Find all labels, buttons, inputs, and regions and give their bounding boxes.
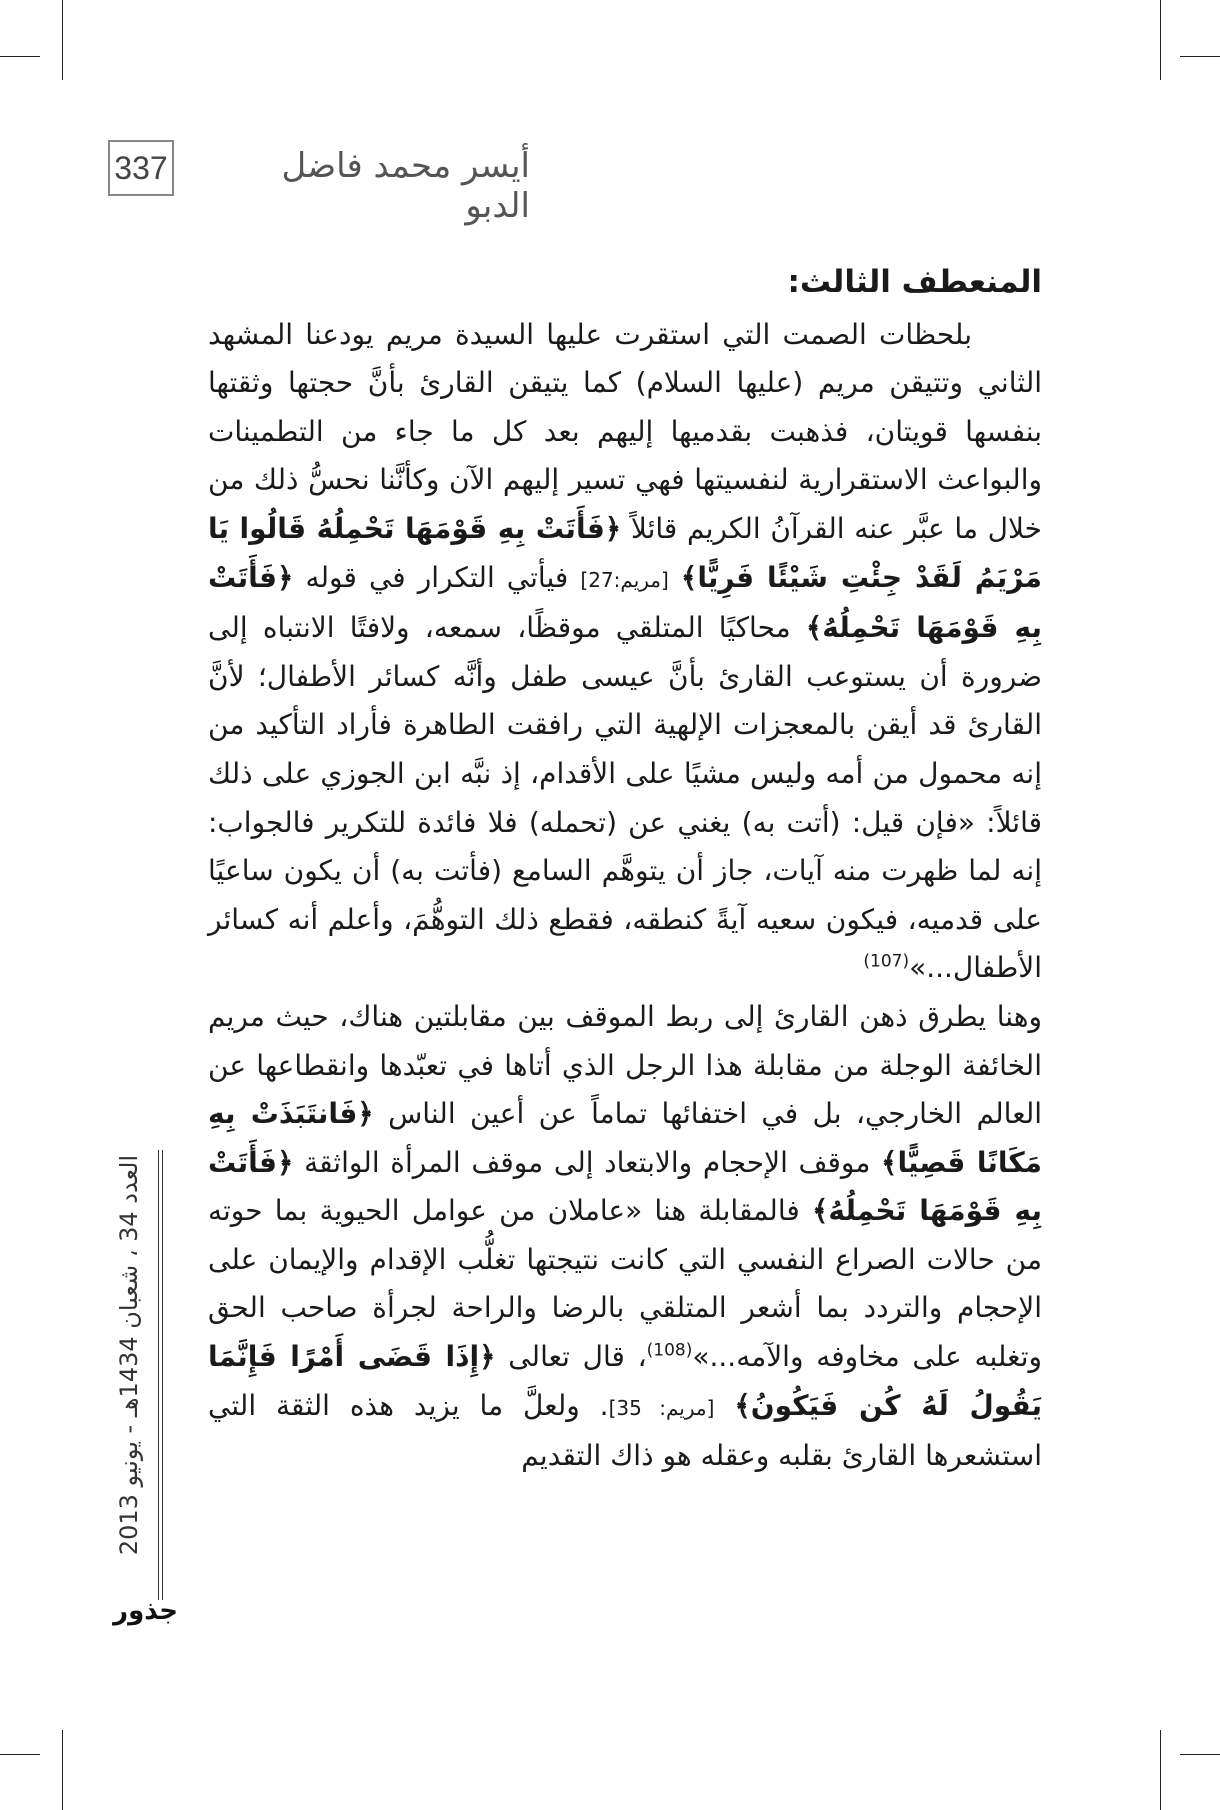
- p2-text-a: وهنا يطرق ذهن القارئ إلى ربط الموقف بين مقابلتين هناك، حيث مريم الخائفة الوجلة من مقابلة هذا الرجل الذي أتاها في تعبّدها وانقطاعها عن العالم الخارجي، بل في اختفائها تماماً عن أعين الناس: [208, 999, 1043, 1131]
- crop-mark-bottom-left-h: [0, 1754, 40, 1755]
- quran-verse-5: ﴿إِذَا قَضَى أَمْرًا فَإِنَّمَا يَقُولُ لَهُ كُن فَيَكُونُ﴾: [208, 1340, 1043, 1422]
- paragraph-2: [208, 993, 1042, 1481]
- section-heading: المنعطف الثالث:: [787, 264, 1042, 300]
- p1-text-c: محاكيًا المتلقي موقظًا، سمعه، ولافتًا الانتباه إلى ضرورة أن يستوعب القارئ بأنَّ عيسى طفل وأنَّه كسائر الأطفال؛ لأنَّ القارئ قد أيقن بالمعجزات الإلهية التي رافقت الطاهرة فأراد التأكيد من إنه محمول من أمه وليس مشيًا على الأقدام، إذ نبَّه ابن الجوزي على ذلك قائلاً: «فإن قيل: (أتت به) يغني عن (تحمله) فلا فائدة للتكرير فالجواب: إنه لما ظهرت منه آيات، جاز أن يتوهَّم السامع (فأتت به) أن يكون ساعيًا على قدميه، فيكون سعيه آيةً كنطقه، فقطع ذلك التوهُّمَ، وأعلم أنه كسائر الأطفال...»: [208, 611, 1042, 985]
- footnote-107: (107): [863, 951, 910, 972]
- quran-verse-2: ﴿فَأَتَتْ بِهِ قَوْمَهَا تَحْمِلُهُ﴾: [208, 560, 1042, 645]
- side-rule-left: [158, 1150, 159, 1600]
- quran-verse-4: ﴿فَأَتَتْ بِهِ قَوْمَهَا تَحْمِلُهُ﴾: [208, 1145, 1043, 1228]
- quran-verse-1: ﴿فَأَتَتْ بِهِ قَوْمَهَا تَحْمِلُهُ قَالُوا يَا مَرْيَمُ لَقَدْ جِئْتِ شَيْئًا فَرِيًّا﴾: [208, 511, 1042, 594]
- crop-mark-top-right-h: [1180, 56, 1220, 57]
- crop-mark-bottom-right: [1160, 1730, 1161, 1810]
- crop-mark-top-right: [1160, 0, 1161, 80]
- p1-text-b: فيأتي التكرار في قوله: [305, 560, 569, 594]
- p2-text-c: فالمقابلة هنا «عاملان من عوامل الحيوية بما حوته من حالات الصراع النفسي التي كانت نتيجتها تغلُّب الإقدام والإيمان على الإحجام والتردد بما أشعر المتلقي بالرضا والراحة لجرأة صاحب الحق وتغلبه على مخاوفه والآمه...»: [208, 1194, 1043, 1374]
- issue-caption: العدد 34 ، شعبان 1434هـ - يونيو 2013: [115, 1154, 143, 1556]
- p2-text-e: . ولعلَّ ما يزيد هذه الثقة التي استشعرها القارئ بقلبه وعقله هو ذاك التقديم: [208, 1388, 1042, 1473]
- paragraph-1: [208, 311, 1042, 993]
- p1-text-a: بلحظات الصمت التي استقرت عليها السيدة مريم يودعنا المشهد الثاني وتتيقن مريم (عليها السلام) كما يتيقن القارئ بأنَّ حجتها وثقتها بنفسها قويتان، فذهبت بقدميها إليهم بعد كل ما جاء من التطمينات والبواعث الاستقرارية لنفسيتها فهي تسير إليهم الآن وكأنَّنا نحسُّ ذلك من خلال ما عبَّر عنه القرآنُ الكريم قائلاً: [208, 317, 1042, 545]
- side-rule-right: [162, 1150, 163, 1600]
- footnote-108: (108): [646, 1340, 693, 1361]
- running-header-author: أيسر محمد فاضل الدبو: [281, 146, 530, 226]
- journal-logo: جذور: [113, 1596, 178, 1626]
- crop-mark-bottom-right-h: [1180, 1754, 1220, 1755]
- verse-reference-1: [مريم:27]: [580, 567, 669, 592]
- article-body: [208, 258, 1042, 1481]
- quran-verse-3: ﴿فَانتَبَذَتْ بِهِ مَكَانًا قَصِيًّا﴾: [208, 1097, 1042, 1179]
- crop-mark-top-left: [62, 0, 63, 80]
- page-number: 337: [108, 140, 174, 196]
- crop-mark-top-left-h: [0, 56, 40, 57]
- crop-mark-bottom-left: [62, 1730, 63, 1810]
- p2-text-b: موقف الإحجام والابتعاد إلى موقف المرأة الواثقة: [304, 1145, 871, 1179]
- verse-reference-2: [مريم: 35]: [608, 1395, 715, 1420]
- p2-text-d: ، قال تعالى: [508, 1340, 647, 1374]
